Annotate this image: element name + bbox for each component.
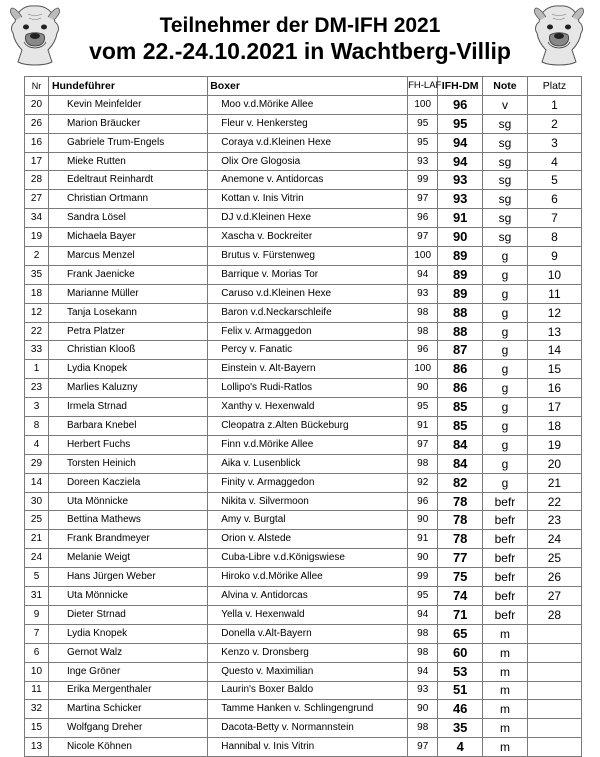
cell-fh-laf: 97 xyxy=(408,228,438,247)
cell-platz xyxy=(527,738,581,757)
cell-nr: 19 xyxy=(25,228,49,247)
cell-platz: 7 xyxy=(527,209,581,228)
table-row xyxy=(25,190,582,209)
cell-note: sg xyxy=(483,228,528,247)
cell-boxer: Caruso v.d.Kleinen Hexe xyxy=(208,284,408,303)
column-header-handler: Hundeführer xyxy=(48,77,207,96)
cell-boxer: DJ v.d.Kleinen Hexe xyxy=(208,209,408,228)
cell-handler: Inge Gröner xyxy=(48,662,207,681)
cell-ifh-dm: 85 xyxy=(438,398,483,417)
cell-platz: 14 xyxy=(527,341,581,360)
cell-platz: 28 xyxy=(527,605,581,624)
cell-nr: 11 xyxy=(25,681,49,700)
cell-ifh-dm: 94 xyxy=(438,133,483,152)
cell-boxer: Questo v. Maximilian xyxy=(208,662,408,681)
cell-handler: Lydia Knopek xyxy=(48,624,207,643)
table-row xyxy=(25,492,582,511)
cell-handler: Marcus Menzel xyxy=(48,247,207,266)
cell-ifh-dm: 71 xyxy=(438,605,483,624)
table-row xyxy=(25,209,582,228)
table-row xyxy=(25,133,582,152)
cell-boxer: Baron v.d.Neckarschleife xyxy=(208,303,408,322)
cell-note: m xyxy=(483,662,528,681)
cell-nr: 28 xyxy=(25,171,49,190)
cell-note: sg xyxy=(483,209,528,228)
cell-ifh-dm: 60 xyxy=(438,643,483,662)
cell-handler: Sandra Lösel xyxy=(48,209,207,228)
cell-boxer: Xascha v. Bockreiter xyxy=(208,228,408,247)
cell-ifh-dm: 84 xyxy=(438,454,483,473)
cell-fh-laf: 90 xyxy=(408,511,438,530)
table-row xyxy=(25,284,582,303)
cell-boxer: Alvina v. Antidorcas xyxy=(208,587,408,606)
table-row xyxy=(25,247,582,266)
cell-nr: 8 xyxy=(25,417,49,436)
cell-fh-laf: 98 xyxy=(408,454,438,473)
cell-ifh-dm: 87 xyxy=(438,341,483,360)
cell-boxer: Tamme Hanken v. Schlingengrund xyxy=(208,700,408,719)
cell-nr: 22 xyxy=(25,322,49,341)
cell-platz: 10 xyxy=(527,265,581,284)
cell-fh-laf: 97 xyxy=(408,190,438,209)
cell-note: sg xyxy=(483,133,528,152)
cell-note: befr xyxy=(483,605,528,624)
cell-note: sg xyxy=(483,152,528,171)
cell-note: befr xyxy=(483,511,528,530)
cell-handler: Herbert Fuchs xyxy=(48,435,207,454)
cell-nr: 16 xyxy=(25,133,49,152)
cell-note: m xyxy=(483,681,528,700)
boxer-dog-icon xyxy=(4,2,66,68)
cell-handler: Kevin Meinfelder xyxy=(48,95,207,114)
cell-handler: Nicole Köhnen xyxy=(48,738,207,757)
cell-nr: 5 xyxy=(25,568,49,587)
results-table xyxy=(24,76,582,757)
cell-handler: Bettina Mathews xyxy=(48,511,207,530)
table-row xyxy=(25,662,582,681)
column-header-fh-laf: FH-LAF xyxy=(408,77,438,96)
table-row xyxy=(25,171,582,190)
cell-note: g xyxy=(483,284,528,303)
cell-fh-laf: 96 xyxy=(408,209,438,228)
cell-platz: 12 xyxy=(527,303,581,322)
cell-boxer: Aika v. Lusenblick xyxy=(208,454,408,473)
cell-ifh-dm: 93 xyxy=(438,190,483,209)
cell-handler: Martina Schicker xyxy=(48,700,207,719)
cell-fh-laf: 100 xyxy=(408,247,438,266)
table-row xyxy=(25,587,582,606)
cell-platz xyxy=(527,624,581,643)
column-header-nr: Nr xyxy=(25,77,49,96)
cell-note: g xyxy=(483,417,528,436)
cell-fh-laf: 99 xyxy=(408,171,438,190)
cell-ifh-dm: 53 xyxy=(438,662,483,681)
cell-fh-laf: 99 xyxy=(408,568,438,587)
cell-fh-laf: 95 xyxy=(408,587,438,606)
cell-boxer: Xanthy v. Hexenwald xyxy=(208,398,408,417)
cell-handler: Petra Platzer xyxy=(48,322,207,341)
cell-note: g xyxy=(483,247,528,266)
table-row xyxy=(25,624,582,643)
cell-ifh-dm: 46 xyxy=(438,700,483,719)
cell-nr: 13 xyxy=(25,738,49,757)
cell-platz: 11 xyxy=(527,284,581,303)
cell-nr: 25 xyxy=(25,511,49,530)
cell-boxer: Brutus v. Fürstenweg xyxy=(208,247,408,266)
cell-platz: 6 xyxy=(527,190,581,209)
table-row xyxy=(25,417,582,436)
cell-nr: 31 xyxy=(25,587,49,606)
cell-boxer: Fleur v. Henkersteg xyxy=(208,114,408,133)
cell-fh-laf: 98 xyxy=(408,719,438,738)
cell-platz: 23 xyxy=(527,511,581,530)
cell-nr: 10 xyxy=(25,662,49,681)
table-header-row xyxy=(25,77,582,96)
cell-ifh-dm: 78 xyxy=(438,492,483,511)
table-row xyxy=(25,398,582,417)
cell-platz: 24 xyxy=(527,530,581,549)
cell-fh-laf: 96 xyxy=(408,341,438,360)
cell-fh-laf: 97 xyxy=(408,435,438,454)
cell-ifh-dm: 78 xyxy=(438,530,483,549)
cell-platz: 2 xyxy=(527,114,581,133)
cell-ifh-dm: 86 xyxy=(438,360,483,379)
cell-boxer: Laurin's Boxer Baldo xyxy=(208,681,408,700)
cell-boxer: Barrique v. Morias Tor xyxy=(208,265,408,284)
cell-handler: Marianne Müller xyxy=(48,284,207,303)
cell-handler: Frank Jaenicke xyxy=(48,265,207,284)
column-header-note: Note xyxy=(483,77,528,96)
cell-fh-laf: 94 xyxy=(408,605,438,624)
cell-nr: 15 xyxy=(25,719,49,738)
cell-platz: 9 xyxy=(527,247,581,266)
cell-platz xyxy=(527,700,581,719)
cell-note: g xyxy=(483,398,528,417)
cell-nr: 4 xyxy=(25,435,49,454)
cell-fh-laf: 96 xyxy=(408,492,438,511)
table-row xyxy=(25,511,582,530)
cell-nr: 3 xyxy=(25,398,49,417)
cell-note: befr xyxy=(483,492,528,511)
cell-fh-laf: 95 xyxy=(408,398,438,417)
cell-platz: 25 xyxy=(527,549,581,568)
table-row xyxy=(25,549,582,568)
cell-platz: 26 xyxy=(527,568,581,587)
cell-fh-laf: 98 xyxy=(408,322,438,341)
cell-handler: Uta Mönnicke xyxy=(48,587,207,606)
cell-ifh-dm: 75 xyxy=(438,568,483,587)
table-row xyxy=(25,152,582,171)
cell-note: g xyxy=(483,454,528,473)
cell-note: sg xyxy=(483,190,528,209)
cell-fh-laf: 90 xyxy=(408,379,438,398)
cell-platz: 13 xyxy=(527,322,581,341)
cell-ifh-dm: 84 xyxy=(438,435,483,454)
cell-platz: 5 xyxy=(527,171,581,190)
cell-ifh-dm: 86 xyxy=(438,379,483,398)
boxer-dog-icon xyxy=(528,2,590,68)
cell-nr: 12 xyxy=(25,303,49,322)
cell-ifh-dm: 4 xyxy=(438,738,483,757)
cell-handler: Doreen Kacziela xyxy=(48,473,207,492)
table-row xyxy=(25,719,582,738)
cell-handler: Marion Bräucker xyxy=(48,114,207,133)
cell-ifh-dm: 96 xyxy=(438,95,483,114)
cell-note: m xyxy=(483,700,528,719)
cell-note: befr xyxy=(483,530,528,549)
cell-boxer: Cleopatra z.Alten Bückeburg xyxy=(208,417,408,436)
cell-handler: Torsten Heinich xyxy=(48,454,207,473)
table-row xyxy=(25,303,582,322)
cell-fh-laf: 100 xyxy=(408,360,438,379)
table-row xyxy=(25,228,582,247)
cell-nr: 35 xyxy=(25,265,49,284)
page-title: Teilnehmer der DM-IFH 2021 xyxy=(159,14,441,37)
cell-boxer: Felix v. Armaggedon xyxy=(208,322,408,341)
table-row xyxy=(25,435,582,454)
cell-boxer: Moo v.d.Mörike Allee xyxy=(208,95,408,114)
cell-platz: 1 xyxy=(527,95,581,114)
cell-handler: Hans Jürgen Weber xyxy=(48,568,207,587)
cell-fh-laf: 90 xyxy=(408,549,438,568)
cell-note: befr xyxy=(483,568,528,587)
cell-nr: 18 xyxy=(25,284,49,303)
cell-ifh-dm: 93 xyxy=(438,171,483,190)
cell-ifh-dm: 77 xyxy=(438,549,483,568)
cell-handler: Lydia Knopek xyxy=(48,360,207,379)
cell-platz xyxy=(527,662,581,681)
cell-nr: 23 xyxy=(25,379,49,398)
cell-nr: 34 xyxy=(25,209,49,228)
cell-ifh-dm: 89 xyxy=(438,247,483,266)
cell-fh-laf: 98 xyxy=(408,643,438,662)
cell-nr: 17 xyxy=(25,152,49,171)
cell-note: g xyxy=(483,360,528,379)
cell-nr: 27 xyxy=(25,190,49,209)
cell-note: m xyxy=(483,624,528,643)
cell-handler: Frank Brandmeyer xyxy=(48,530,207,549)
cell-note: g xyxy=(483,341,528,360)
page-header xyxy=(0,0,600,72)
cell-fh-laf: 90 xyxy=(408,700,438,719)
cell-note: m xyxy=(483,738,528,757)
table-body xyxy=(25,95,582,756)
cell-boxer: Hannibal v. Inis Vitrin xyxy=(208,738,408,757)
cell-note: m xyxy=(483,643,528,662)
cell-boxer: Coraya v.d.Kleinen Hexe xyxy=(208,133,408,152)
cell-note: befr xyxy=(483,587,528,606)
cell-boxer: Nikita v. Silvermoon xyxy=(208,492,408,511)
cell-nr: 32 xyxy=(25,700,49,719)
cell-platz: 22 xyxy=(527,492,581,511)
cell-boxer: Amy v. Burgtal xyxy=(208,511,408,530)
cell-handler: Uta Mönnicke xyxy=(48,492,207,511)
cell-note: g xyxy=(483,303,528,322)
cell-fh-laf: 98 xyxy=(408,624,438,643)
cell-handler: Gernot Walz xyxy=(48,643,207,662)
cell-boxer: Lollipo's Rudi-Ratlos xyxy=(208,379,408,398)
cell-ifh-dm: 82 xyxy=(438,473,483,492)
cell-ifh-dm: 88 xyxy=(438,303,483,322)
cell-nr: 6 xyxy=(25,643,49,662)
cell-boxer: Finn v.d.Mörike Allee xyxy=(208,435,408,454)
cell-note: g xyxy=(483,379,528,398)
cell-ifh-dm: 95 xyxy=(438,114,483,133)
cell-platz: 19 xyxy=(527,435,581,454)
cell-nr: 14 xyxy=(25,473,49,492)
cell-ifh-dm: 89 xyxy=(438,284,483,303)
cell-boxer: Dacota-Betty v. Normannstein xyxy=(208,719,408,738)
cell-fh-laf: 94 xyxy=(408,265,438,284)
cell-handler: Wolfgang Dreher xyxy=(48,719,207,738)
cell-ifh-dm: 78 xyxy=(438,511,483,530)
cell-boxer: Hiroko v.d.Mörike Allee xyxy=(208,568,408,587)
cell-platz: 4 xyxy=(527,152,581,171)
cell-fh-laf: 92 xyxy=(408,473,438,492)
cell-handler: Irmela Strnad xyxy=(48,398,207,417)
table-row xyxy=(25,379,582,398)
cell-nr: 2 xyxy=(25,247,49,266)
cell-boxer: Kottan v. Inis Vitrin xyxy=(208,190,408,209)
cell-handler: Christian Ortmann xyxy=(48,190,207,209)
cell-fh-laf: 95 xyxy=(408,133,438,152)
cell-handler: Dieter Strnad xyxy=(48,605,207,624)
cell-boxer: Olix Ore Glogosia xyxy=(208,152,408,171)
cell-platz: 16 xyxy=(527,379,581,398)
cell-handler: Gabriele Trum-Engels xyxy=(48,133,207,152)
cell-platz xyxy=(527,643,581,662)
cell-handler: Tanja Losekann xyxy=(48,303,207,322)
cell-platz: 27 xyxy=(527,587,581,606)
cell-fh-laf: 100 xyxy=(408,95,438,114)
cell-nr: 20 xyxy=(25,95,49,114)
cell-nr: 7 xyxy=(25,624,49,643)
cell-handler: Mieke Rutten xyxy=(48,152,207,171)
table-row xyxy=(25,681,582,700)
cell-boxer: Anemone v. Antidorcas xyxy=(208,171,408,190)
cell-ifh-dm: 74 xyxy=(438,587,483,606)
cell-boxer: Kenzo v. Dronsberg xyxy=(208,643,408,662)
table-row xyxy=(25,454,582,473)
table-row xyxy=(25,530,582,549)
cell-ifh-dm: 65 xyxy=(438,624,483,643)
cell-fh-laf: 93 xyxy=(408,681,438,700)
table-row xyxy=(25,473,582,492)
cell-fh-laf: 93 xyxy=(408,284,438,303)
cell-ifh-dm: 85 xyxy=(438,417,483,436)
cell-fh-laf: 93 xyxy=(408,152,438,171)
cell-note: g xyxy=(483,322,528,341)
cell-boxer: Einstein v. Alt-Bayern xyxy=(208,360,408,379)
table-row xyxy=(25,700,582,719)
cell-ifh-dm: 94 xyxy=(438,152,483,171)
cell-fh-laf: 98 xyxy=(408,303,438,322)
cell-platz: 17 xyxy=(527,398,581,417)
table-row xyxy=(25,643,582,662)
cell-boxer: Orion v. Alstede xyxy=(208,530,408,549)
cell-fh-laf: 95 xyxy=(408,114,438,133)
cell-ifh-dm: 88 xyxy=(438,322,483,341)
table-row xyxy=(25,738,582,757)
page-subtitle: vom 22.-24.10.2021 in Wachtberg-Villip xyxy=(89,38,511,64)
cell-ifh-dm: 91 xyxy=(438,209,483,228)
cell-handler: Marlies Kaluzny xyxy=(48,379,207,398)
cell-fh-laf: 97 xyxy=(408,738,438,757)
table-row xyxy=(25,322,582,341)
cell-platz: 18 xyxy=(527,417,581,436)
cell-handler: Melanie Weigt xyxy=(48,549,207,568)
cell-ifh-dm: 51 xyxy=(438,681,483,700)
cell-boxer: Donella v.Alt-Bayern xyxy=(208,624,408,643)
cell-boxer: Cuba-Libre v.d.Königswiese xyxy=(208,549,408,568)
cell-note: g xyxy=(483,473,528,492)
cell-platz: 8 xyxy=(527,228,581,247)
table-row xyxy=(25,568,582,587)
cell-note: v xyxy=(483,95,528,114)
cell-platz: 15 xyxy=(527,360,581,379)
cell-note: g xyxy=(483,265,528,284)
cell-fh-laf: 91 xyxy=(408,417,438,436)
cell-boxer: Yella v. Hexenwald xyxy=(208,605,408,624)
table-row xyxy=(25,95,582,114)
cell-handler: Edeltraut Reinhardt xyxy=(48,171,207,190)
cell-note: sg xyxy=(483,114,528,133)
column-header-ifh-dm: IFH-DM xyxy=(438,77,483,96)
table-row xyxy=(25,341,582,360)
cell-platz: 3 xyxy=(527,133,581,152)
cell-platz xyxy=(527,719,581,738)
cell-ifh-dm: 89 xyxy=(438,265,483,284)
cell-nr: 30 xyxy=(25,492,49,511)
cell-platz: 20 xyxy=(527,454,581,473)
cell-boxer: Percy v. Fanatic xyxy=(208,341,408,360)
cell-nr: 1 xyxy=(25,360,49,379)
cell-note: befr xyxy=(483,549,528,568)
table-row xyxy=(25,605,582,624)
cell-nr: 9 xyxy=(25,605,49,624)
column-header-boxer: Boxer xyxy=(208,77,408,96)
cell-handler: Michaela Bayer xyxy=(48,228,207,247)
cell-nr: 26 xyxy=(25,114,49,133)
cell-note: sg xyxy=(483,171,528,190)
table-row xyxy=(25,360,582,379)
cell-fh-laf: 91 xyxy=(408,530,438,549)
column-header-platz: Platz xyxy=(527,77,581,96)
cell-ifh-dm: 35 xyxy=(438,719,483,738)
cell-fh-laf: 94 xyxy=(408,662,438,681)
table-row xyxy=(25,114,582,133)
cell-nr: 24 xyxy=(25,549,49,568)
cell-handler: Barbara Knebel xyxy=(48,417,207,436)
table-row xyxy=(25,265,582,284)
cell-platz: 21 xyxy=(527,473,581,492)
cell-handler: Christian Klooß xyxy=(48,341,207,360)
cell-note: g xyxy=(483,435,528,454)
cell-ifh-dm: 90 xyxy=(438,228,483,247)
cell-note: m xyxy=(483,719,528,738)
cell-platz xyxy=(527,681,581,700)
cell-nr: 29 xyxy=(25,454,49,473)
cell-nr: 21 xyxy=(25,530,49,549)
cell-boxer: Finity v. Armaggedon xyxy=(208,473,408,492)
cell-handler: Erika Mergenthaler xyxy=(48,681,207,700)
cell-nr: 33 xyxy=(25,341,49,360)
